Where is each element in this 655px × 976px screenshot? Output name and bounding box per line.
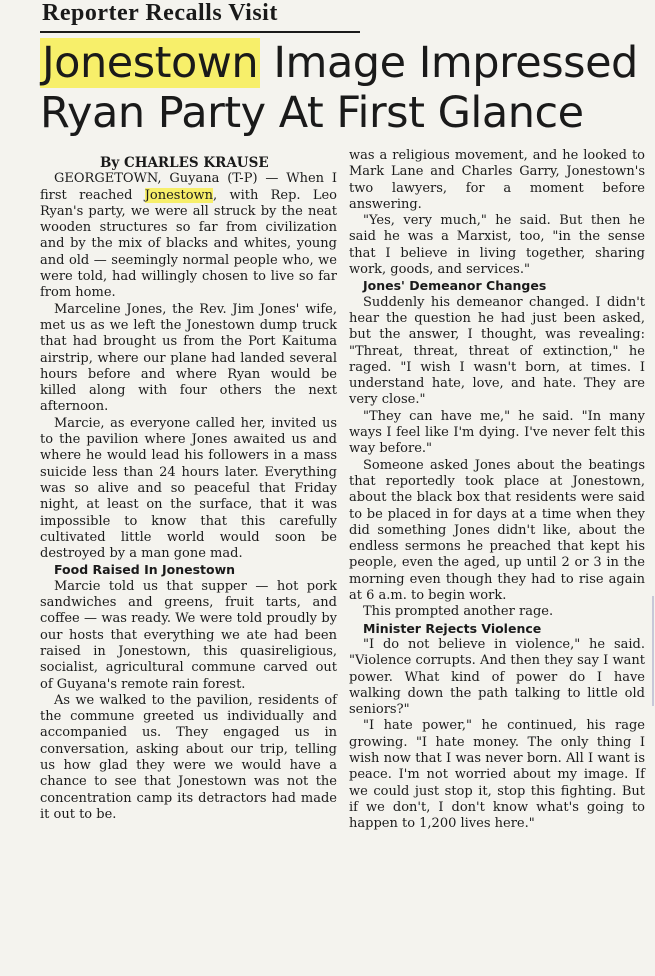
paragraph: "I hate power," he continued, his rage growing. "I hate money. The only thing I wish now that I was never born. All I want is peace. I'm not worried about my image. If we could just stop it, stop this fighting. But if we don't, I don't know what's going to happen to 1,200 lives here." bbox=[349, 718, 645, 832]
paragraph: As we walked to the pavilion, residents of the commune greeted us individually and accompanied us. They engaged us in conversation, asking about our trip, telling us how glad they were we would have a chance to see that Jonestown was not the concentration camp its detractors had made it out to be. bbox=[40, 692, 337, 822]
paragraph: was a religious movement, and he looked to Mark Lane and Charles Garry, Jonestown's two lawyers, for a moment before answering. bbox=[349, 148, 645, 212]
scan-edge-mark bbox=[652, 596, 654, 706]
byline: By CHARLES KRAUSE bbox=[100, 155, 269, 171]
paragraph: Marcie, as everyone called her, invited us to the pavilion where Jones awaited us and where he would lead his followers in a mass suicide less than 24 hours later. Everything was so alive and so peaceful that Friday night, at least on the surface, that it was impossible to know that this carefully cultivated little world would soon be destroyed by a man gone mad. bbox=[40, 415, 337, 562]
paragraph bbox=[40, 171, 337, 301]
subheading: Food Raised In Jonestown bbox=[54, 562, 236, 578]
subheading: Jones' Demeanor Changes bbox=[363, 278, 547, 294]
headline-line1-rest: Image Impressed bbox=[260, 38, 638, 88]
headline-line2: Ryan Party At First Glance bbox=[40, 88, 584, 138]
paragraph: "They can have me," he said. "In many ways I feel like I'm dying. I've never felt this way before." bbox=[349, 408, 645, 457]
paragraph: "I do not believe in violence," he said. "Violence corrupts. And then they say I want power. What kind of power do I have walking down the path talking to little old seniors?" bbox=[349, 636, 645, 718]
headline bbox=[40, 38, 655, 138]
paragraph: This prompted another rage. bbox=[363, 604, 554, 620]
paragraph: Marceline Jones, the Rev. Jim Jones' wife, met us as we left the Jonestown dump truck that had brought us from the Port Kaituma airstrip, where our plane had landed several hours before and where Ryan would be killed along with four others the next afternoon. bbox=[40, 301, 337, 415]
paragraph: "Yes, very much," he said. But then he said he was a Marxist, too, "in the sense that I believe in living together, sharing work, goods, and services." bbox=[349, 213, 645, 278]
article-column-right bbox=[349, 148, 645, 832]
paragraph: Marcie told us that supper — hot pork sandwiches and greens, fruit tarts, and coffee — was ready. We were told proudly by our hosts that everything we ate had been raised in Jonestown, this quasireligious, socialist, agricultural commune carved out of Guyana's remote rain forest. bbox=[40, 578, 337, 692]
kicker-heading: Reporter Recalls Visit bbox=[42, 0, 278, 26]
kicker-rule bbox=[40, 31, 360, 33]
paragraph: Suddenly his demeanor changed. I didn't hear the question he had just been asked, but the answer, I thought, was revealing: "Threat, threat, threat of extinction," he raged. "I wish I wasn't born, at times. I understand hate, love, and hate. They are very close." bbox=[349, 294, 645, 408]
paragraph-text: GEORGETOWN, Guyana (T-P) — When I first reached bbox=[40, 171, 337, 203]
paragraph-text: , with Rep. Leo Ryan's party, we were all struck by the neat wooden structures so far from civilization and by the mix of blacks and whites, young and old — seemingly normal people who, we were told, had willingly chosen to live so far from home. bbox=[40, 187, 338, 301]
paragraph: Someone asked Jones about the beatings that reportedly took place at Jonestown, about the black box that residents were said to be placed in for days at a time when they did something Jones didn't like, about the endless sermons he preached that kept his people, even the aged, up until 2 or 3 in the morning even though they had to rise again at 6 a.m. to begin work. bbox=[349, 457, 645, 604]
article-column-left bbox=[40, 155, 337, 823]
subheading: Minister Rejects Violence bbox=[363, 620, 542, 636]
highlighted-keyword: Jonestown bbox=[144, 187, 214, 203]
headline-highlight: Jonestown bbox=[42, 38, 259, 88]
